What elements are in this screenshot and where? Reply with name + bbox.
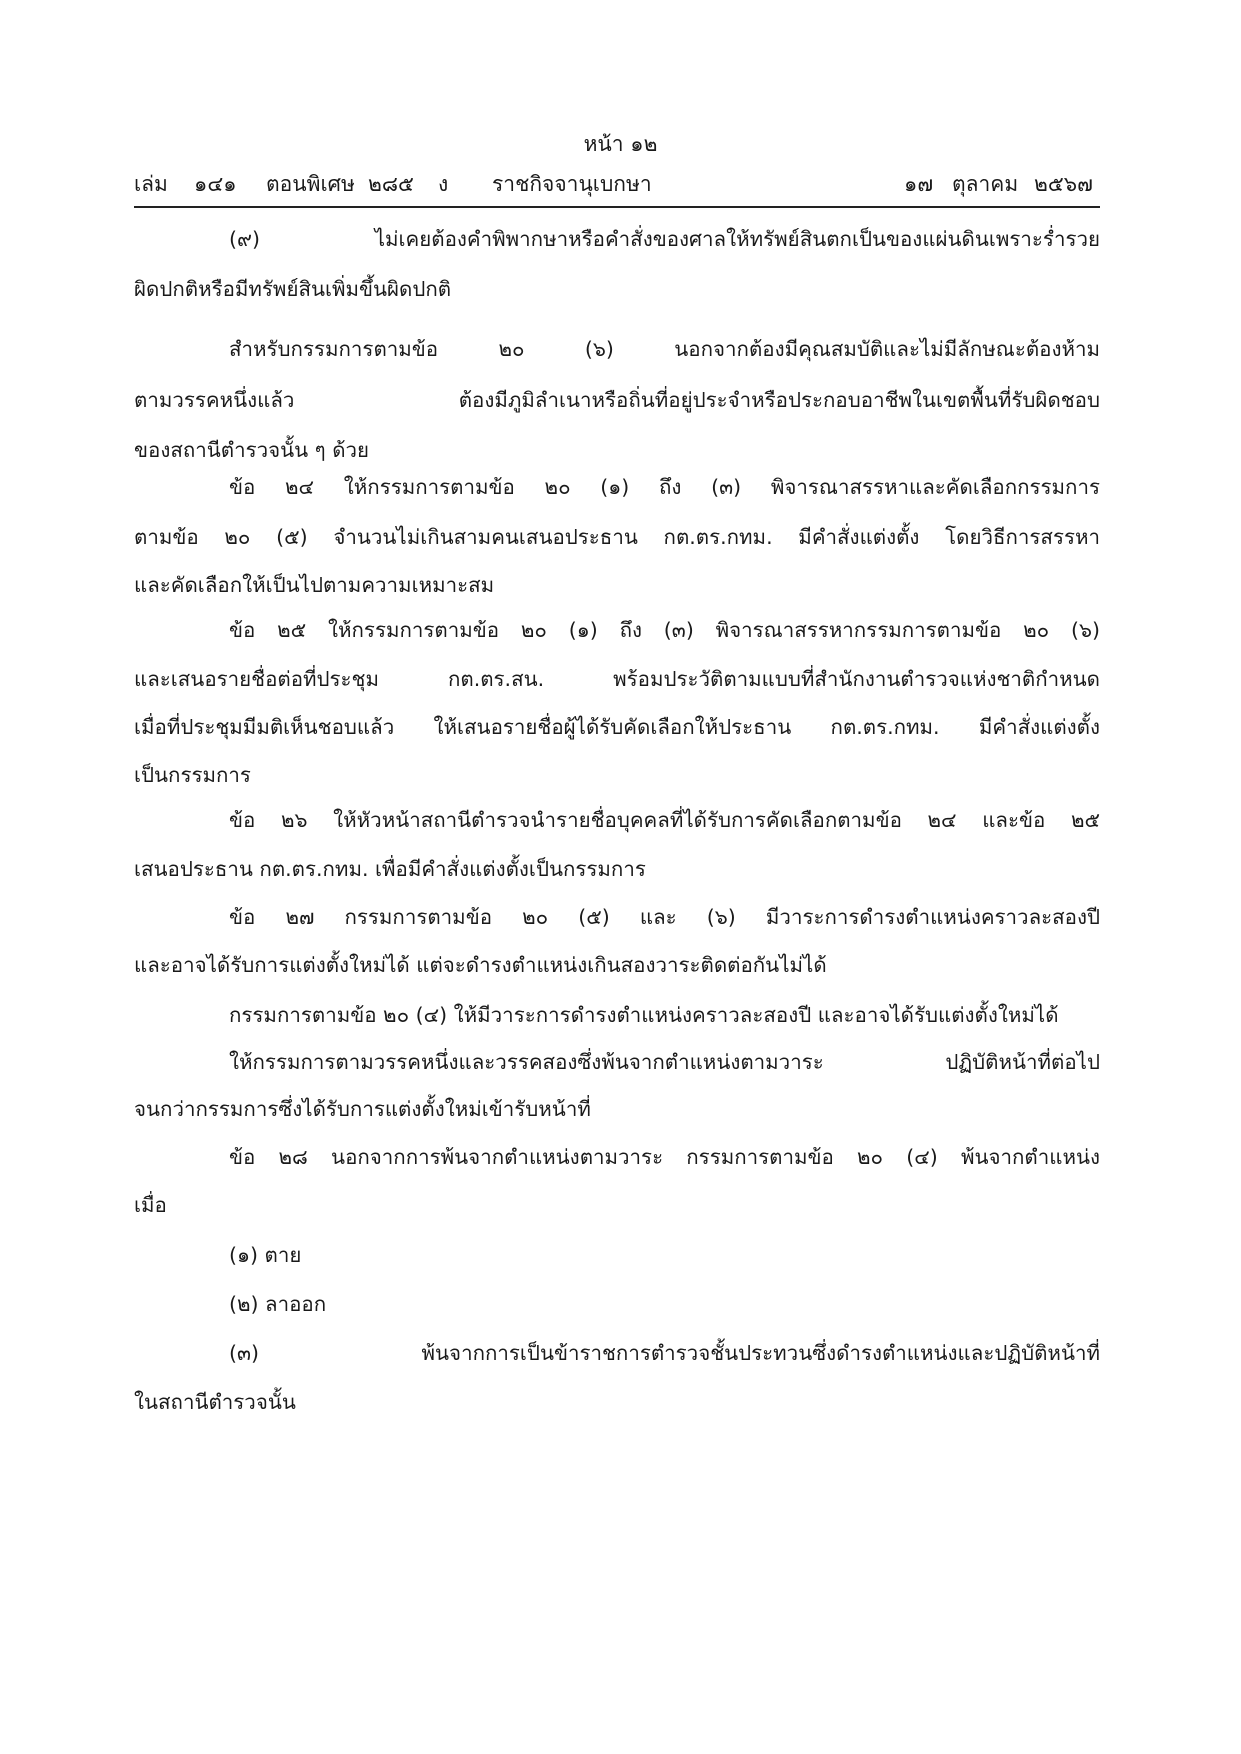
header-rule [134, 206, 1100, 208]
gazette-header [134, 168, 1100, 198]
text-line: เมื่อที่ประชุมมีมติเห็นชอบแล้ว ให้เสนอรายชื่อผู้ได้รับคัดเลือกให้ประธาน กต.ตร.กทม. มีคำสั่งแต่งตั้ง [134, 715, 1100, 739]
text-line: ข้อ ๒๗ กรรมการตามข้อ ๒๐ (๕) และ (๖) มีวาระการดำรงตำแหน่งคราวละสองปี [229, 905, 1100, 929]
text-line: (๒) ลาออก [229, 1292, 327, 1316]
date-month: ตุลาคม [952, 172, 1019, 196]
page-number: หน้า ๑๒ [583, 132, 658, 156]
publication-name: ราชกิจจานุเบกษา [492, 172, 652, 196]
text-line: ข้อ ๒๘ นอกจากการพ้นจากตำแหน่งตามวาระ กรรมการตามข้อ ๒๐ (๔) พ้นจากตำแหน่ง [229, 1145, 1100, 1169]
text-line: ของสถานีตำรวจนั้น ๆ ด้วย [134, 438, 370, 462]
text-line: จนกว่ากรรมการซึ่งได้รับการแต่งตั้งใหม่เข้ารับหน้าที่ [134, 1097, 591, 1121]
text-line: (๙) ไม่เคยต้องคำพิพากษาหรือคำสั่งของศาลให้ทรัพย์สินตกเป็นของแผ่นดินเพราะร่ำรวย [229, 227, 1100, 251]
section-label: ตอนพิเศษ [266, 172, 355, 196]
text-line: และอาจได้รับการแต่งตั้งใหม่ได้ แต่จะดำรงตำแหน่งเกินสองวาระติดต่อกันไม่ได้ [134, 953, 827, 977]
date-day: ๑๗ [904, 172, 934, 196]
text-line: ในสถานีตำรวจนั้น [134, 1390, 296, 1414]
text-line: และเสนอรายชื่อต่อที่ประชุม กต.ตร.สน. พร้อมประวัติตามแบบที่สำนักงานตำรวจแห่งชาติกำหนด [134, 667, 1100, 691]
text-line: ตามวรรคหนึ่งแล้ว ต้องมีภูมิลำเนาหรือถิ่นที่อยู่ประจำหรือประกอบอาชีพในเขตพื้นที่รับผิดชอบ [134, 388, 1100, 412]
text-line: ผิดปกติหรือมีทรัพย์สินเพิ่มขึ้นผิดปกติ [134, 277, 452, 301]
text-line: เป็นกรรมการ [134, 763, 251, 787]
text-line: (๓) พ้นจากการเป็นข้าราชการตำรวจชั้นประทวนซึ่งดำรงตำแหน่งและปฏิบัติหน้าที่ [229, 1341, 1100, 1365]
date-year: ๒๕๖๗ [1034, 172, 1093, 196]
text-line: สำหรับกรรมการตามข้อ ๒๐ (๖) นอกจากต้องมีคุณสมบัติและไม่มีลักษณะต้องห้าม [229, 337, 1100, 361]
section-letter: ง [438, 172, 449, 196]
volume-number: ๑๔๑ [194, 172, 237, 196]
text-line: เมื่อ [134, 1193, 167, 1217]
text-line: และคัดเลือกให้เป็นไปตามความเหมาะสม [134, 573, 495, 597]
text-line: (๑) ตาย [229, 1243, 302, 1267]
text-line: ข้อ ๒๔ ให้กรรมการตามข้อ ๒๐ (๑) ถึง (๓) พิจารณาสรรหาและคัดเลือกกรรมการ [229, 475, 1100, 499]
text-line: ให้กรรมการตามวรรคหนึ่งและวรรคสองซึ่งพ้นจากตำแหน่งตามวาระ ปฏิบัติหน้าที่ต่อไป [229, 1050, 1100, 1074]
text-line: ตามข้อ ๒๐ (๕) จำนวนไม่เกินสามคนเสนอประธาน กต.ตร.กทม. มีคำสั่งแต่งตั้ง โดยวิธีการสรรหา [134, 525, 1100, 549]
text-line: ข้อ ๒๕ ให้กรรมการตามข้อ ๒๐ (๑) ถึง (๓) พิจารณาสรรหากรรมการตามข้อ ๒๐ (๖) [229, 618, 1100, 642]
volume-label: เล่ม [134, 172, 168, 196]
text-line: กรรมการตามข้อ ๒๐ (๔) ให้มีวาระการดำรงตำแหน่งคราวละสองปี และอาจได้รับแต่งตั้งใหม่ได้ [229, 1003, 1059, 1027]
text-line: ข้อ ๒๖ ให้หัวหน้าสถานีตำรวจนำรายชื่อบุคคลที่ได้รับการคัดเลือกตามข้อ ๒๔ และข้อ ๒๕ [229, 808, 1100, 832]
text-line: เสนอประธาน กต.ตร.กทม. เพื่อมีคำสั่งแต่งตั้งเป็นกรรมการ [134, 857, 646, 881]
section-number: ๒๘๕ [368, 172, 414, 196]
